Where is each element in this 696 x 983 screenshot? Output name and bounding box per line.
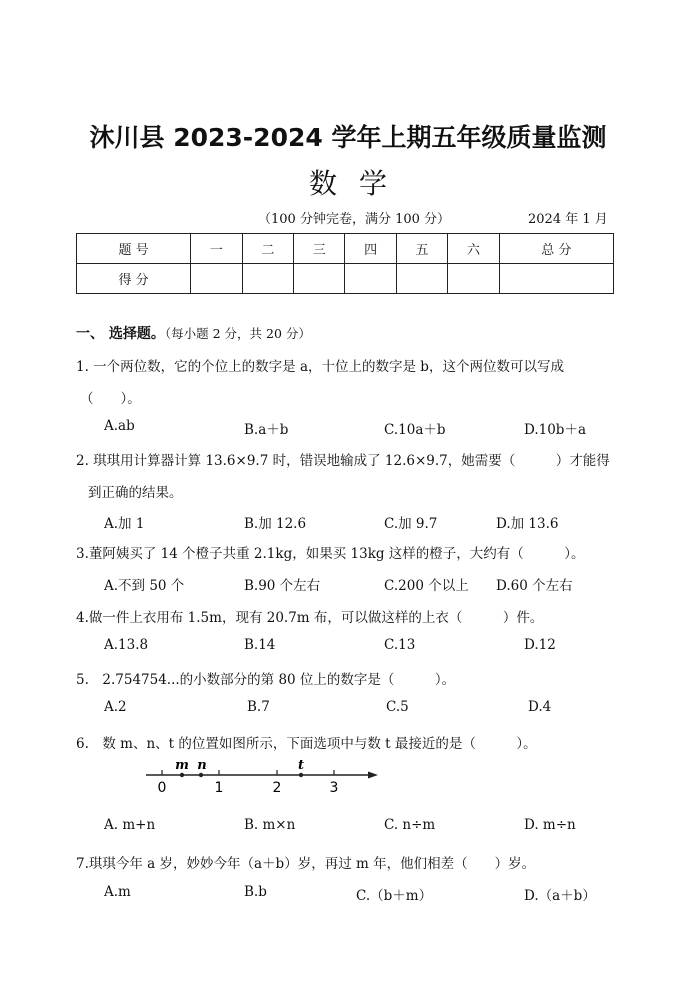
score-cell: 四 [345,234,396,264]
q6-option-a[interactable]: A. m+n [104,817,156,833]
tick-label-2: 2 [272,780,282,796]
section-title: 一、 选择题。 [76,326,165,342]
score-cell: 一 [191,234,242,264]
q4-option-a[interactable]: A.13.8 [104,637,149,653]
score-input-cell[interactable] [191,264,242,294]
exam-date: 2024 年 1 月 [528,212,608,227]
score-cell: 总 分 [499,234,613,264]
tick-label-0: 0 [157,780,167,796]
point-t [299,773,303,777]
q7-option-b[interactable]: B.b [244,884,267,900]
label-n: n [197,758,207,773]
label-t: t [297,758,305,773]
exam-title: 沐川县 2023-2024 学年上期五年级质量监测 [89,123,607,152]
score-input-cell[interactable] [294,264,345,294]
subject-title: 数学 [308,167,409,200]
q1-option-a[interactable]: A.ab [104,418,135,434]
q4-option-c[interactable]: C.13 [384,637,416,653]
q4-option-d[interactable]: D.12 [524,637,556,653]
number-line-diagram [140,755,385,797]
q2-option-a[interactable]: A.加 1 [104,516,145,532]
score-cell: 三 [294,234,345,264]
score-input-cell[interactable] [242,264,293,294]
section-note: （每小题 2 分，共 20 分） [164,326,311,341]
q1-option-b[interactable]: B.a＋b [244,422,289,438]
score-table-header-row [77,234,614,264]
point-m [180,773,184,777]
score-cell: 题 号 [77,234,191,264]
question-1: 1. 一个两位数，它的个位上的数字是 a，十位上的数字是 b，这个两位数可以写成 [76,359,564,375]
q6-option-c[interactable]: C. n÷m [384,817,436,833]
question-7: 7.琪琪今年 a 岁，妙妙今年（a＋b）岁，再过 m 年，他们相差（ ）岁。 [76,856,536,872]
tick-label-3: 3 [329,780,339,796]
q3-option-b[interactable]: B.90 个左右 [244,578,321,594]
q7-option-a[interactable]: A.m [104,884,131,900]
number-line-arrow [368,772,378,779]
q6-option-b[interactable]: B. m×n [244,817,296,833]
tick-label-1: 1 [214,780,224,796]
question-6: 6. 数 m、n、t 的位置如图所示，下面选项中与数 t 最接近的是（ ）。 [76,736,537,752]
q3-option-c[interactable]: C.200 个以上 [384,578,469,594]
score-cell: 得 分 [77,264,191,294]
point-n [199,773,203,777]
q5-option-b[interactable]: B.7 [247,699,270,715]
q3-option-a[interactable]: A.不到 50 个 [104,578,185,594]
question-2: 2. 琪琪用计算器计算 13.6×9.7 时，错误地输成了 12.6×9.7，她需要（ ）才能得 [76,453,610,469]
question-3: 3.董阿姨买了 14 个橙子共重 2.1kg，如果买 13kg 这样的橙子，大约有（ ）。 [76,546,585,562]
q5-option-a[interactable]: A.2 [104,699,127,715]
section-heading [76,323,311,343]
q2-option-c[interactable]: C.加 9.7 [384,516,438,532]
score-cell: 六 [448,234,499,264]
q4-option-b[interactable]: B.14 [244,637,276,653]
score-input-cell[interactable] [345,264,396,294]
score-input-cell[interactable] [448,264,499,294]
q7-option-c[interactable]: C.（b＋m） [356,888,433,904]
q2-option-d[interactable]: D.加 13.6 [496,516,559,532]
score-table [76,233,614,294]
question-1-cont: （ ）。 [80,391,141,407]
q3-option-d[interactable]: D.60 个左右 [496,578,573,594]
q5-option-c[interactable]: C.5 [386,699,409,715]
score-cell: 五 [396,234,447,264]
label-m: m [175,758,189,773]
q7-option-d[interactable]: D.（a＋b） [524,888,596,904]
exam-note: （100 分钟完卷，满分 100 分） [258,212,451,227]
score-input-cell[interactable] [396,264,447,294]
question-2-cont: 到正确的结果。 [88,485,183,501]
q1-option-c[interactable]: C.10a＋b [384,422,446,438]
q6-option-d[interactable]: D. m÷n [524,817,576,833]
score-table-score-row [77,264,614,294]
score-cell: 二 [242,234,293,264]
q1-option-d[interactable]: D.10b＋a [524,422,587,438]
q2-option-b[interactable]: B.加 12.6 [244,516,307,532]
question-5: 5. 2.754754...的小数部分的第 80 位上的数字是（ ）。 [76,672,456,688]
q5-option-d[interactable]: D.4 [528,699,552,715]
score-input-cell[interactable] [499,264,613,294]
question-4: 4.做一件上衣用布 1.5m，现有 20.7m 布，可以做这样的上衣（ ）件。 [76,610,544,626]
